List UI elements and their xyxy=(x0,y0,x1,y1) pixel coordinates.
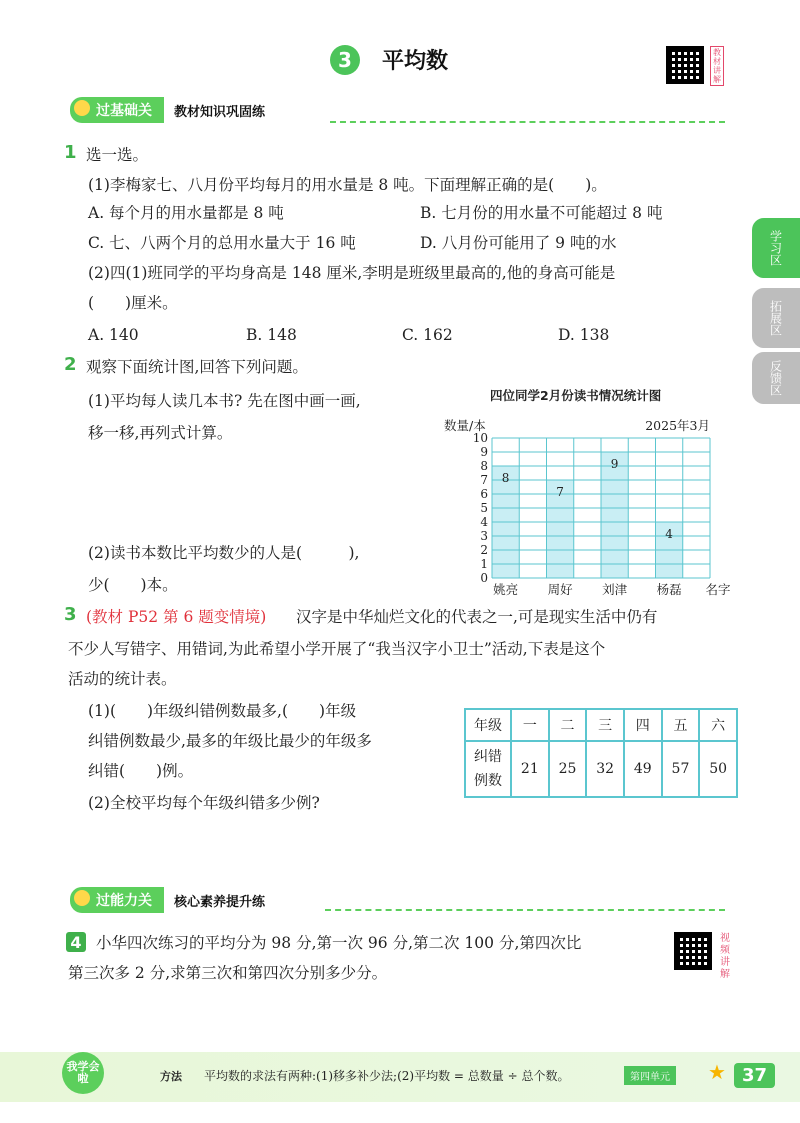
q3-part1-line1: (1)( )年级纠错例数最多,( )年级 xyxy=(88,702,357,720)
section-divider xyxy=(330,121,725,123)
q4-line2: 第三次多 2 分,求第三次和第四次分别多少分。 xyxy=(68,964,388,982)
table-grade: 六 xyxy=(699,709,737,741)
chart-ytick-label: 10 xyxy=(472,431,488,445)
table-value: 57 xyxy=(662,741,700,797)
q1-option-c: C. 七、八两个月的总用水量大于 16 吨 xyxy=(88,234,356,252)
question-4-number: 4 xyxy=(66,932,86,952)
table-value: 49 xyxy=(624,741,662,797)
table-grade: 一 xyxy=(511,709,549,741)
question-1-number: 1 xyxy=(64,142,77,163)
table-value: 21 xyxy=(511,741,549,797)
reading-chart xyxy=(440,386,740,604)
q1-option-a: A. 每个月的用水量都是 8 吨 xyxy=(88,204,284,222)
method-label: 方法 xyxy=(160,1070,182,1083)
page-title: 平均数 xyxy=(382,49,449,74)
chart-ytick-label: 3 xyxy=(480,529,488,543)
video-qr-tag: 视频讲解 xyxy=(720,933,730,980)
q1-part2-option-c: C. 162 xyxy=(402,326,453,344)
error-table xyxy=(464,708,738,798)
chart-ytick-label: 5 xyxy=(480,501,488,515)
q3-part2: (2)全校平均每个年级纠错多少例? xyxy=(88,794,320,812)
q1-part2-option-b: B. 148 xyxy=(246,326,297,344)
chart-category-label: 杨磊 xyxy=(656,582,682,597)
chart-ytick-label: 6 xyxy=(480,487,488,501)
chart-date: 2025年3月 xyxy=(645,418,710,433)
question-2-number: 2 xyxy=(64,354,77,375)
q2-part1-line1: (1)平均每人读几本书? 先在图中画一画, xyxy=(88,392,361,410)
mascot-badge: 我学会啦 xyxy=(62,1052,104,1094)
chart-title: 四位同学2月份读书情况统计图 xyxy=(490,388,662,403)
table-row-label xyxy=(465,741,511,797)
table-grade: 三 xyxy=(586,709,624,741)
q1-part2-line2: ( )厘米。 xyxy=(88,294,178,312)
chart-data-label: 4 xyxy=(665,527,673,541)
q3-line2: 不少人写错字、用错词,为此希望小学开展了“我当汉字小卫士”活动,下表是这个 xyxy=(68,640,606,658)
chart-ytick-label: 8 xyxy=(480,459,488,473)
table-value: 32 xyxy=(586,741,624,797)
q3-source: (教材 P52 第 6 题变情境) xyxy=(86,608,267,626)
q1-part2-line1: (2)四(1)班同学的平均身高是 148 厘米,李明是班级里最高的,他的身高可能是 xyxy=(88,264,616,282)
table-header-label: 年级 xyxy=(465,709,511,741)
q2-stem: 观察下面统计图,回答下列问题。 xyxy=(86,358,308,376)
section-divider xyxy=(325,909,725,911)
q1-option-d: D. 八月份可能用了 9 吨的水 xyxy=(420,234,617,252)
page-number: 37 xyxy=(734,1063,775,1088)
page-header xyxy=(330,44,448,75)
chart-ytick-label: 4 xyxy=(480,515,488,529)
chart-svg xyxy=(440,386,740,604)
chart-ytick-label: 7 xyxy=(480,473,488,487)
section-basic-badge: 过基础关 xyxy=(70,97,164,123)
qr-tag: 教材讲解 xyxy=(710,46,724,86)
q1-part2-option-d: D. 138 xyxy=(558,326,610,344)
unit-tag: 第四单元 xyxy=(624,1066,676,1085)
table-value: 25 xyxy=(549,741,587,797)
chart-data-label: 8 xyxy=(501,471,510,485)
table-grade: 五 xyxy=(662,709,700,741)
chart-category-label: 周好 xyxy=(547,582,573,597)
chart-ytick-label: 2 xyxy=(480,543,488,557)
side-tab-study[interactable]: 学习区 xyxy=(752,218,800,278)
chart-x-axis-label: 名字 xyxy=(705,582,731,597)
q3-line3: 活动的统计表。 xyxy=(68,670,177,688)
q4-line1: 小华四次练习的平均分为 98 分,第一次 96 分,第二次 100 分,第四次比 xyxy=(96,934,582,952)
q3-part1-line3: 纠错( )例。 xyxy=(88,762,194,780)
section-basic-subtitle: 教材知识巩固练 xyxy=(174,104,266,120)
side-tab-extend[interactable]: 拓展区 xyxy=(752,288,800,348)
side-tab-feedback[interactable]: 反馈区 xyxy=(752,352,800,404)
video-qr-code-icon[interactable] xyxy=(674,932,712,970)
qr-code-icon[interactable] xyxy=(666,46,704,84)
star-icon: ★ xyxy=(708,1060,726,1084)
q2-part2-line1: (2)读书本数比平均数少的人是( ), xyxy=(88,544,360,562)
table-grade: 四 xyxy=(624,709,662,741)
table-grade: 二 xyxy=(549,709,587,741)
q3-line1: 汉字是中华灿烂文化的代表之一,可是现实生活中仍有 xyxy=(296,608,658,626)
chart-data-label: 7 xyxy=(556,485,564,499)
table-row-label-1: 纠错 xyxy=(474,749,502,765)
section-ability-bar xyxy=(70,888,265,912)
chart-ytick-label: 1 xyxy=(480,557,488,571)
table-value: 50 xyxy=(699,741,737,797)
q3-part1-line2: 纠错例数最少,最多的年级比最少的年级多 xyxy=(88,732,372,750)
chart-category-label: 姚亮 xyxy=(493,582,519,597)
chart-data-label: 9 xyxy=(610,457,619,471)
q2-part1-line2: 移一移,再列式计算。 xyxy=(88,424,233,442)
method-text: 平均数的求法有两种:(1)移多补少法;(2)平均数 = 总数量 ÷ 总个数。 xyxy=(204,1069,570,1083)
section-basic-bar xyxy=(70,98,265,122)
chart-y-axis-label: 数量/本 xyxy=(444,418,486,433)
q1-option-b: B. 七月份的用水量不可能超过 8 吨 xyxy=(420,204,663,222)
chart-category-label: 刘津 xyxy=(602,582,628,597)
chart-ytick-label: 9 xyxy=(480,445,488,459)
chart-ytick-label: 0 xyxy=(480,571,488,585)
section-ability-subtitle: 核心素养提升练 xyxy=(174,894,266,910)
lesson-number: 3 xyxy=(330,45,360,75)
section-ability-badge: 过能力关 xyxy=(70,887,164,913)
q1-part1: (1)李梅家七、八月份平均每月的用水量是 8 吨。下面理解正确的是( )。 xyxy=(88,176,607,194)
table-row-label-2: 例数 xyxy=(474,773,502,789)
q2-part2-line2: 少( )本。 xyxy=(88,576,178,594)
q1-part2-option-a: A. 140 xyxy=(88,326,139,344)
question-3-number: 3 xyxy=(64,604,77,625)
q1-stem: 选一选。 xyxy=(86,146,149,164)
